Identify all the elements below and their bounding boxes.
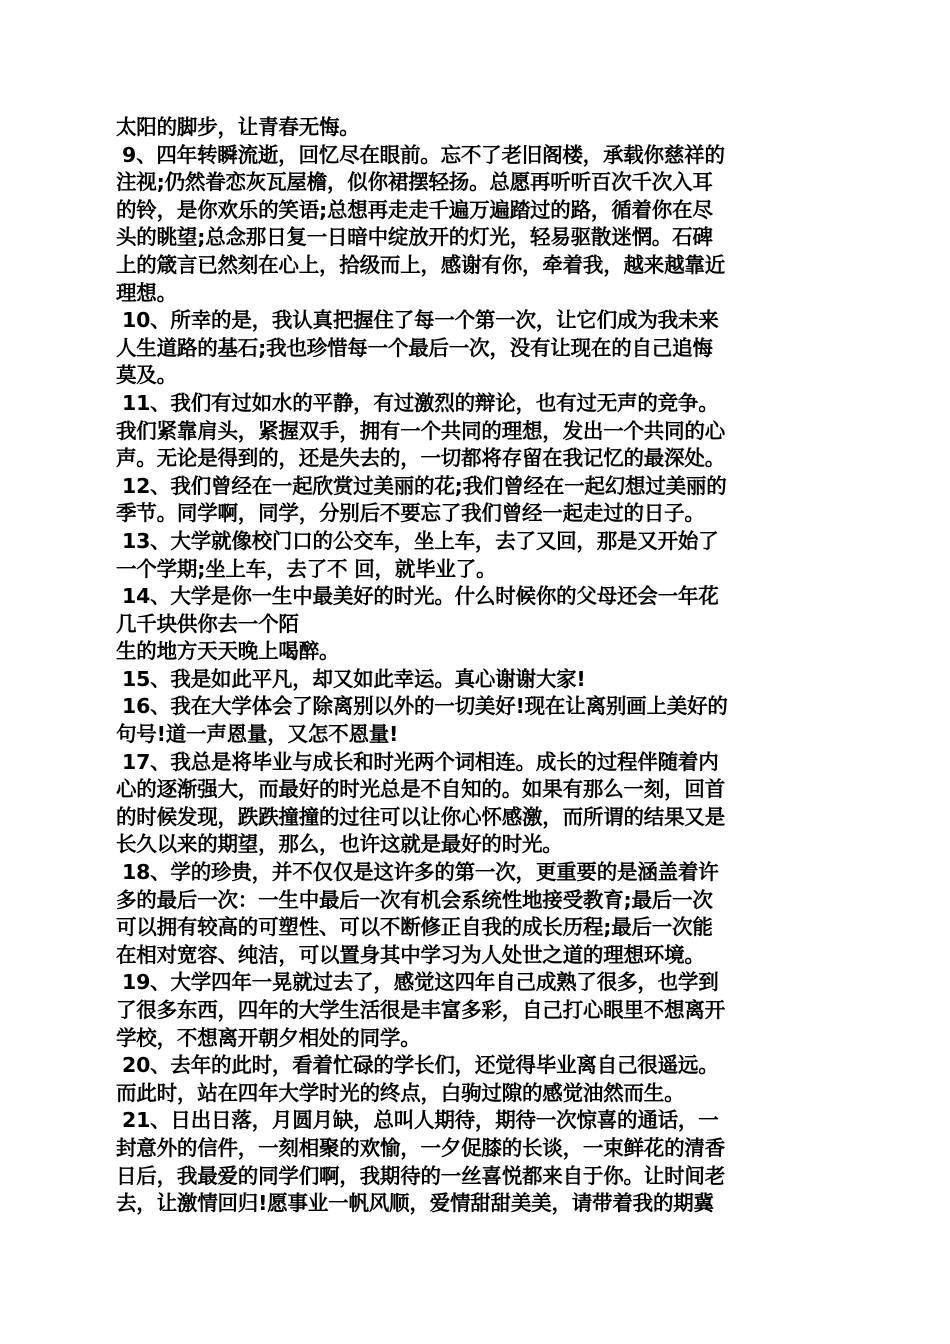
text-line: 14、大学是你一生中最美好的时光。什么时候你的父母还会一年花 [122, 584, 719, 609]
document-body [116, 114, 840, 1218]
text-line: 20、去年的此时，看着忙碌的学长们，还觉得毕业离自己很遥远。 [122, 1053, 719, 1078]
text-line: 莫及。 [116, 363, 177, 388]
text-line: 的时候发现，跌跌撞撞的过往可以让你心怀感激，而所谓的结果又是 [116, 804, 725, 829]
text-line: 日后，我最爱的同学们啊，我期待的一丝喜悦都来自于你。让时间老 [116, 1163, 725, 1188]
text-line: 19、大学四年一晃就过去了，感觉这四年自己成熟了很多，也学到 [122, 970, 719, 995]
text-line: 15、我是如此平凡，却又如此幸运。真心谢谢大家! [122, 666, 586, 691]
text-line: 10、所幸的是，我认真把握住了每一个第一次，让它们成为我未来 [122, 308, 719, 333]
text-line: 而此时，站在四年大学时光的终点，白驹过隙的感觉油然而生。 [116, 1080, 685, 1105]
text-line: 季节。同学啊，同学，分别后不要忘了我们曾经一起走过的日子。 [116, 501, 705, 526]
text-line: 的铃，是你欢乐的笑语;总想再走走千遍万遍踏过的路，循着你在尽 [116, 197, 713, 222]
text-line: 一个学期;坐上车，去了不 回，就毕业了。 [116, 556, 497, 581]
text-line: 太阳的脚步，让青春无悔。 [116, 115, 360, 139]
text-line: 13、大学就像校门口的公交车，坐上车，去了又回，那是又开始了 [122, 528, 719, 553]
text-line: 理想。 [116, 280, 177, 305]
text-line: 头的眺望;总念那日复一日暗中绽放开的灯光，轻易驱散迷惘。石碑 [116, 225, 713, 250]
text-line: 句号!道一声恩量，又怎不恩量! [116, 722, 399, 747]
text-line: 封意外的信件，一刻相聚的欢愉，一夕促膝的长谈，一束鲜花的清香 [116, 1135, 725, 1160]
text-line: 长久以来的期望，那么，也许这就是最好的时光。 [116, 832, 563, 857]
text-line: 我们紧靠肩头，紧握双手，拥有一个共同的理想，发出一个共同的心 [116, 418, 725, 443]
text-line: 人生道路的基石;我也珍惜每一个最后一次，没有让现在的自己追悔 [116, 335, 713, 360]
text-line: 生的地方天天晚上喝醉。 [116, 639, 340, 664]
text-line: 21、日出日落，月圆月缺，总叫人期待，期待一次惊喜的通话，一 [122, 1108, 719, 1133]
text-line: 几千块供你去一个陌 [116, 611, 299, 636]
text-line: 注视;仍然眷恋灰瓦屋檐，似你裙摆轻扬。总愿再听听百次千次入耳 [116, 170, 713, 195]
text-line: 上的箴言已然刻在心上，拾级而上，感谢有你，牵着我，越来越靠近 [116, 252, 725, 277]
text-line: 可以拥有较高的可塑性、可以不断修正自我的成长历程;最后一次能 [116, 915, 713, 940]
text-line: 11、我们有过如水的平静，有过激烈的辩论，也有过无声的竞争。 [122, 390, 719, 415]
text-line: 12、我们曾经在一起欣赏过美丽的花;我们曾经在一起幻想过美丽的 [122, 473, 727, 498]
text-line: 在相对宽容、纯洁，可以置身其中学习为人处世之道的理想环境。 [116, 942, 705, 967]
text-line: 多的最后一次：一生中最后一次有机会系统性地接受教育;最后一次 [116, 887, 713, 912]
text-line: 学校，不想离开朝夕相处的同学。 [116, 1025, 421, 1050]
text-line: 声。无论是得到的，还是失去的，一切都将存留在我记忆的最深处。 [116, 446, 725, 471]
text-line: 18、学的珍贵，并不仅仅是这许多的第一次，更重要的是涵盖着许 [122, 860, 719, 885]
text-line: 去，让激情回归!愿事业一帆风顺，爱情甜甜美美，请带着我的期冀 [116, 1191, 714, 1216]
text-line: 16、我在大学体会了除离别以外的一切美好!现在让离别画上美好的 [122, 694, 728, 719]
text-line: 心的逐渐强大，而最好的时光总是不自知的。如果有那么一刻，回首 [116, 777, 725, 802]
text-line: 9、四年转瞬流逝，回忆尽在眼前。忘不了老旧阁楼，承载你慈祥的 [122, 142, 725, 167]
text-line: 17、我总是将毕业与成长和时光两个词相连。成长的过程伴随着内 [122, 749, 719, 774]
text-line: 了很多东西，四年的大学生活很是丰富多彩，自己打心眼里不想离开 [116, 998, 725, 1022]
